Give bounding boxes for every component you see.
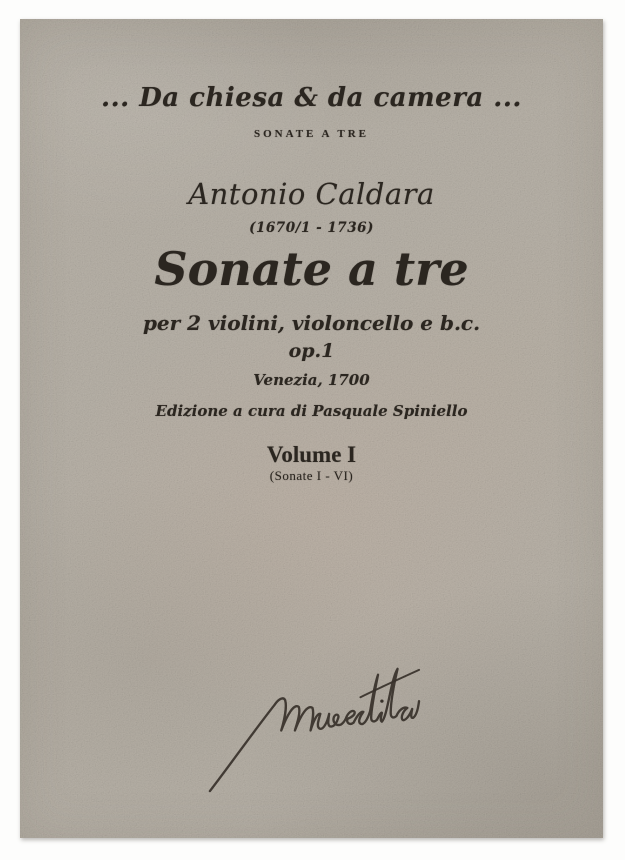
- musedita-signature-stroke: [210, 669, 419, 791]
- publisher-logo-text: [20, 19, 21, 20]
- musedita-logo: [206, 657, 421, 800]
- composer-name: Antonio Caldara: [188, 177, 435, 211]
- series-header: ... Da chiesa & da camera ...: [101, 83, 522, 113]
- publication-place-year: Venezia, 1700: [253, 371, 370, 389]
- editor-credit: Edizione a cura di Pasquale Spiniello: [155, 402, 468, 420]
- work-title: Sonate a tre: [154, 242, 469, 296]
- work-scoring: per 2 violini, violoncello e b.c.: [142, 311, 481, 335]
- series-subheader: SONATE A TRE: [253, 128, 370, 140]
- musedita-i-dot: [380, 699, 383, 702]
- volume-label: Volume I: [266, 442, 357, 467]
- cover-page-sheet: [20, 19, 603, 838]
- composer-dates: (1670/1 - 1736): [249, 220, 374, 236]
- opus-number: op.1: [288, 340, 335, 362]
- volume-contents: (Sonate I - VI): [269, 468, 354, 483]
